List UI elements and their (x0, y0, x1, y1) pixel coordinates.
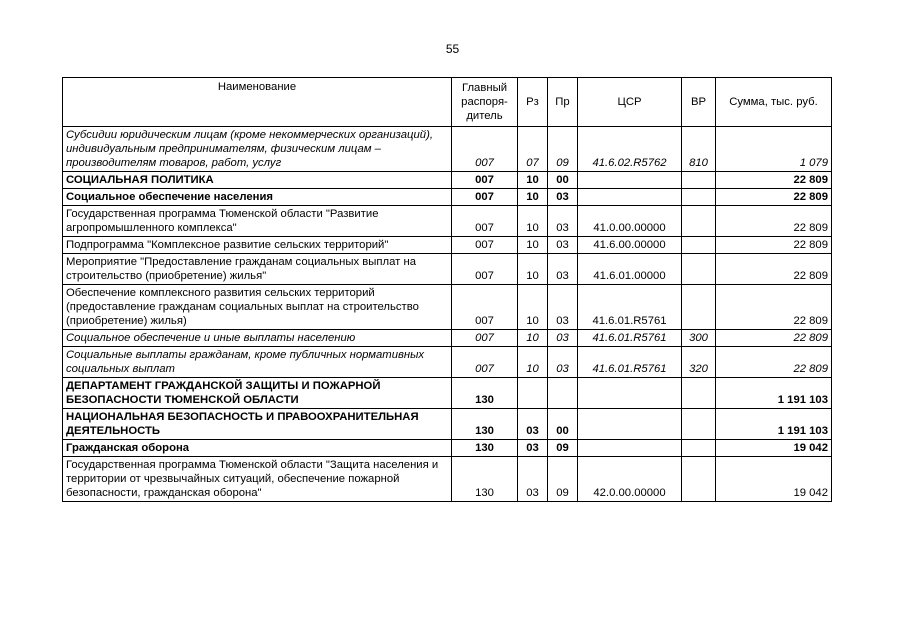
table-header-row (63, 78, 832, 127)
row-rz: 03 (518, 457, 548, 502)
row-sum: 22 809 (716, 189, 832, 206)
row-vr (682, 285, 716, 330)
row-name: Субсидии юридическим лицам (кроме некоммерческих организаций), индивидуальным предпринимателям, физическим лицам – производителям товаров, работ, услуг (63, 127, 452, 172)
row-vr (682, 189, 716, 206)
row-sum: 22 809 (716, 347, 832, 378)
row-rz (518, 378, 548, 409)
row-chief: 007 (452, 206, 518, 237)
row-csr (578, 378, 682, 409)
row-pr: 03 (548, 285, 578, 330)
row-chief: 007 (452, 254, 518, 285)
row-vr (682, 378, 716, 409)
row-rz: 10 (518, 206, 548, 237)
header-sum: Сумма, тыс. руб. (716, 78, 832, 127)
row-chief: 130 (452, 378, 518, 409)
row-rz: 03 (518, 409, 548, 440)
header-chief-manager: Главный распоря-дитель (452, 78, 518, 127)
row-sum: 22 809 (716, 237, 832, 254)
table-row (63, 285, 832, 330)
table-row (63, 254, 832, 285)
header-rz: Рз (518, 78, 548, 127)
table-row (63, 127, 832, 172)
row-rz: 10 (518, 347, 548, 378)
row-pr: 09 (548, 457, 578, 502)
table-row (63, 378, 832, 409)
row-pr: 09 (548, 440, 578, 457)
row-csr (578, 172, 682, 189)
row-rz: 10 (518, 237, 548, 254)
row-sum: 22 809 (716, 330, 832, 347)
row-sum: 1 079 (716, 127, 832, 172)
row-name: Подпрограмма "Комплексное развитие сельских территорий" (63, 237, 452, 254)
table-row (63, 457, 832, 502)
row-name: СОЦИАЛЬНАЯ ПОЛИТИКА (63, 172, 452, 189)
row-sum: 1 191 103 (716, 378, 832, 409)
page-number: 55 (445, 42, 460, 56)
row-pr: 03 (548, 189, 578, 206)
row-name: Государственная программа Тюменской области "Защита населения и территории от чрезвычайных ситуаций, обеспечение пожарной безопасности, гражданская оборона" (63, 457, 452, 502)
row-name: Мероприятие "Предоставление гражданам социальных выплат на строительство (приобретение) жилья" (63, 254, 452, 285)
row-chief: 007 (452, 237, 518, 254)
row-sum: 22 809 (716, 206, 832, 237)
row-name: Гражданская оборона (63, 440, 452, 457)
row-csr: 41.6.01.R5761 (578, 285, 682, 330)
row-vr (682, 172, 716, 189)
row-chief: 007 (452, 127, 518, 172)
row-vr (682, 237, 716, 254)
row-pr: 00 (548, 409, 578, 440)
row-sum: 19 042 (716, 457, 832, 502)
row-vr: 320 (682, 347, 716, 378)
table-row (63, 172, 832, 189)
table-row (63, 189, 832, 206)
row-csr (578, 189, 682, 206)
row-csr: 41.6.01.00000 (578, 254, 682, 285)
row-sum: 22 809 (716, 285, 832, 330)
header-vr: ВР (682, 78, 716, 127)
row-chief: 007 (452, 172, 518, 189)
row-rz: 10 (518, 172, 548, 189)
row-name: Социальное обеспечение и иные выплаты населению (63, 330, 452, 347)
row-name: Обеспечение комплексного развития сельских территорий (предоставление гражданам социальных выплат на строительство (приобретение) жилья) (63, 285, 452, 330)
row-rz: 10 (518, 189, 548, 206)
row-rz: 07 (518, 127, 548, 172)
row-chief: 130 (452, 440, 518, 457)
row-csr (578, 440, 682, 457)
row-name: Социальное обеспечение населения (63, 189, 452, 206)
row-name: ДЕПАРТАМЕНТ ГРАЖДАНСКОЙ ЗАЩИТЫ И ПОЖАРНОЙ БЕЗОПАСНОСТИ ТЮМЕНСКОЙ ОБЛАСТИ (63, 378, 452, 409)
row-sum: 1 191 103 (716, 409, 832, 440)
header-csr: ЦСР (578, 78, 682, 127)
row-vr: 810 (682, 127, 716, 172)
row-pr (548, 378, 578, 409)
row-rz: 10 (518, 285, 548, 330)
row-pr: 03 (548, 347, 578, 378)
table-row (63, 237, 832, 254)
row-csr: 41.6.00.00000 (578, 237, 682, 254)
row-csr: 41.6.01.R5761 (578, 330, 682, 347)
row-rz: 10 (518, 330, 548, 347)
row-pr: 09 (548, 127, 578, 172)
row-pr: 03 (548, 330, 578, 347)
row-csr: 42.0.00.00000 (578, 457, 682, 502)
row-vr (682, 409, 716, 440)
row-sum: 22 809 (716, 172, 832, 189)
row-chief: 007 (452, 330, 518, 347)
table-row (63, 440, 832, 457)
row-csr (578, 409, 682, 440)
row-chief: 007 (452, 347, 518, 378)
row-name: НАЦИОНАЛЬНАЯ БЕЗОПАСНОСТЬ И ПРАВООХРАНИТЕЛЬНАЯ ДЕЯТЕЛЬНОСТЬ (63, 409, 452, 440)
row-sum: 19 042 (716, 440, 832, 457)
table-row (63, 330, 832, 347)
row-chief: 007 (452, 189, 518, 206)
row-csr: 41.0.00.00000 (578, 206, 682, 237)
header-pr: Пр (548, 78, 578, 127)
row-vr (682, 440, 716, 457)
row-name: Социальные выплаты гражданам, кроме публичных нормативных социальных выплат (63, 347, 452, 378)
row-vr (682, 254, 716, 285)
table-row (63, 409, 832, 440)
table-row (63, 206, 832, 237)
row-pr: 03 (548, 254, 578, 285)
row-csr: 41.6.02.R5762 (578, 127, 682, 172)
row-pr: 00 (548, 172, 578, 189)
table-row (63, 347, 832, 378)
row-pr: 03 (548, 237, 578, 254)
row-chief: 130 (452, 457, 518, 502)
row-name: Государственная программа Тюменской области "Развитие агропромышленного комплекса" (63, 206, 452, 237)
row-chief: 130 (452, 409, 518, 440)
row-csr: 41.6.01.R5761 (578, 347, 682, 378)
row-vr (682, 206, 716, 237)
row-rz: 03 (518, 440, 548, 457)
header-name: Наименование (63, 78, 452, 127)
row-rz: 10 (518, 254, 548, 285)
row-vr: 300 (682, 330, 716, 347)
row-vr (682, 457, 716, 502)
budget-table (62, 77, 832, 502)
row-sum: 22 809 (716, 254, 832, 285)
row-pr: 03 (548, 206, 578, 237)
row-chief: 007 (452, 285, 518, 330)
